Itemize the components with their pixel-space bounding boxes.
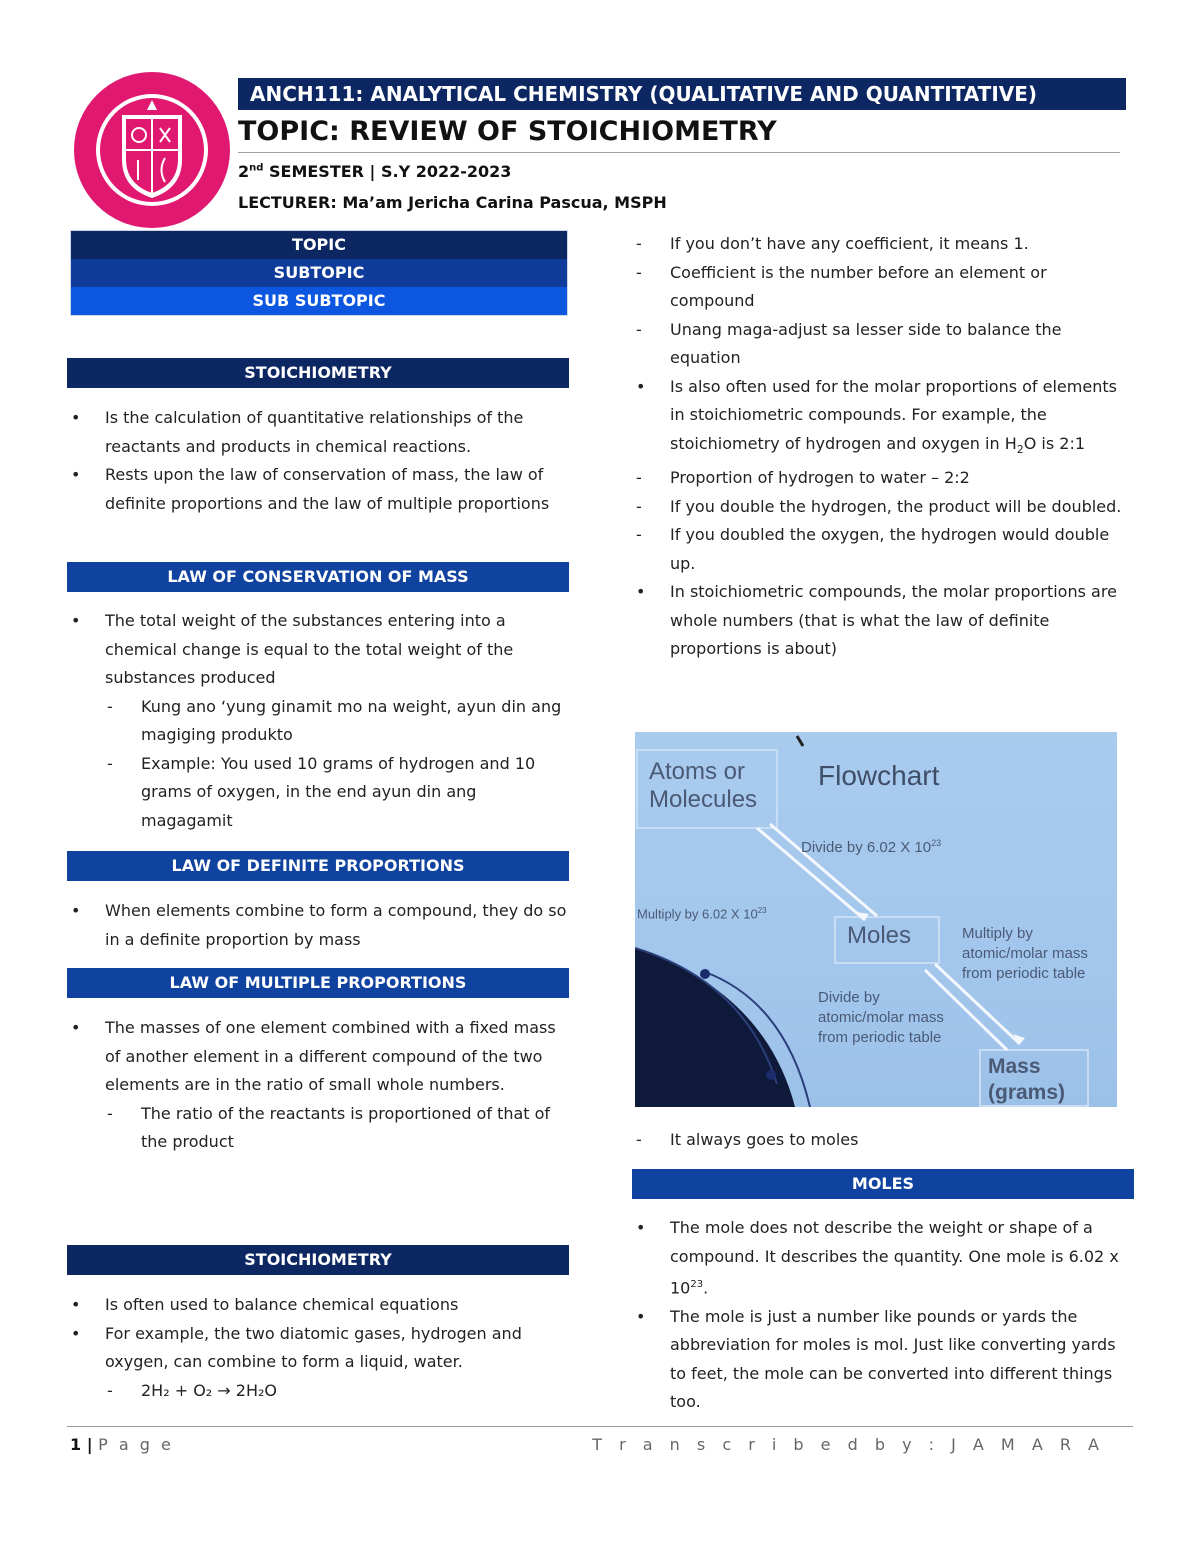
bullet-item: • Is often used to balance chemical equations xyxy=(67,1291,569,1320)
section-stoichiometry-body xyxy=(67,404,569,518)
flow-divide-molar xyxy=(818,988,944,1048)
bullet-item: • Is the calculation of quantitative relationships of the reactants and products in chemical reactions. xyxy=(67,404,569,461)
flow-atoms-label xyxy=(649,758,757,814)
flow-atoms-line-1: Atoms or xyxy=(649,758,746,785)
dash-item: - Example: You used 10 grams of hydrogen and 10 grams of oxygen, in the end ayun din ang magagamit xyxy=(67,750,569,836)
bullet-item: • When elements combine to form a compound, they do so in a definite proportion by mass xyxy=(67,897,569,954)
flow-divide-avogadro xyxy=(801,838,941,856)
page-sep: | xyxy=(81,1435,99,1454)
semester-ordinal: nd xyxy=(249,162,264,174)
flow-note xyxy=(632,1126,1134,1155)
heading-legend xyxy=(70,230,568,316)
section-stoichiometry-2-heading: STOICHIOMETRY xyxy=(67,1245,569,1275)
bullet-item: • The mole is just a number like pounds or yards the abbreviation for moles is mol. Just like converting yards to feet, the mole can be converted into different things too. xyxy=(632,1303,1134,1417)
bullet-item: • In stoichiometric compounds, the molar proportions are whole numbers (that is what the law of definite proportions is about) xyxy=(632,578,1134,664)
flow-title: Flowchart xyxy=(818,760,940,791)
semester-line xyxy=(238,162,511,181)
page-word: P a g e xyxy=(98,1435,174,1454)
dash-item: - Coefficient is the number before an element or compound xyxy=(596,259,1134,316)
bullet-text: The mole does not describe the weight or shape of a compound. It describes the quantity. One mole is 6.02 x 10 xyxy=(670,1218,1119,1298)
flowchart-image xyxy=(635,732,1117,1107)
right-column-text xyxy=(632,230,1134,664)
dash-item: - Proportion of hydrogen to water – 2:2 xyxy=(596,464,1134,493)
course-title: ANCH111: ANALYTICAL CHEMISTRY (QUALITATIVE AND QUANTITATIVE) xyxy=(250,82,1038,106)
semester-number: 2 xyxy=(238,162,250,181)
flow-line: Divide by xyxy=(818,989,880,1006)
section-multiple-body xyxy=(67,1014,569,1157)
bullet-text-end: O is 2:1 xyxy=(1023,433,1086,453)
flow-exponent: 23 xyxy=(931,838,942,848)
bullet-item: • For example, the two diatomic gases, hydrogen and oxygen, can combine to form a liquid, water. xyxy=(67,1320,569,1377)
section-moles-body xyxy=(632,1214,1134,1417)
bullet-item: • Rests upon the law of conservation of mass, the law of definite proportions and the law of multiple proportions xyxy=(67,461,569,518)
lecturer-line: LECTURER: Ma’am Jericha Carina Pascua, MSPH xyxy=(238,193,667,212)
bullet-item: • The masses of one element combined with a fixed mass of another element in a different compound of the two elements are in the ratio of small whole numbers. xyxy=(67,1014,569,1100)
flow-moles-label: Moles xyxy=(847,922,912,949)
bullet-item xyxy=(632,373,1134,465)
semester-year: SEMESTER | S.Y 2022-2023 xyxy=(263,162,512,181)
equation-item: - 2H₂ + O₂ → 2H₂O xyxy=(67,1377,569,1406)
flow-line: (grams) xyxy=(988,1081,1066,1104)
page-num: 1 xyxy=(70,1435,82,1454)
course-title-bar xyxy=(238,78,1126,110)
footer-divider xyxy=(67,1426,1133,1427)
bullet-item: • The total weight of the substances entering into a chemical change is equal to the total weight of the substances produced xyxy=(67,607,569,693)
flow-line: from periodic table xyxy=(818,1029,942,1046)
legend-subtopic: SUBTOPIC xyxy=(71,259,567,287)
section-conservation-heading: LAW OF CONSERVATION OF MASS xyxy=(67,562,569,592)
dash-item: - Kung ano ‘yung ginamit mo na weight, ayun din ang magiging produkto xyxy=(67,693,569,750)
section-definite-body xyxy=(67,897,569,954)
transcriber-credit: T r a n s c r i b e d b y : J A M A R A xyxy=(592,1435,1105,1454)
dash-item: - If you double the hydrogen, the product will be doubled. xyxy=(596,493,1134,522)
flow-multiply-molar xyxy=(962,924,1088,984)
dash-item: - It always goes to moles xyxy=(596,1126,1134,1155)
section-conservation-body xyxy=(67,607,569,835)
section-multiple-heading: LAW OF MULTIPLE PROPORTIONS xyxy=(67,968,569,998)
section-stoichiometry-heading: STOICHIOMETRY xyxy=(67,358,569,388)
topic-title: TOPIC: REVIEW OF STOICHIOMETRY xyxy=(238,116,777,147)
flow-multiply-avogadro xyxy=(637,906,767,921)
bullet-text: Is also often used for the molar proportions of elements in stoichiometric compounds. For example, the stoichiometry of hydrogen and oxygen in H xyxy=(670,376,1117,453)
page-number xyxy=(70,1435,174,1454)
section-moles-heading: MOLES xyxy=(632,1169,1134,1199)
dash-item: - If you doubled the oxygen, the hydrogen would double up. xyxy=(596,521,1134,578)
flow-line: from periodic table xyxy=(962,965,1086,982)
university-logo xyxy=(72,70,232,230)
dash-item: - Unang maga-adjust sa lesser side to balance the equation xyxy=(596,316,1134,373)
flow-line: Mass xyxy=(988,1055,1041,1078)
superscript: 23 xyxy=(690,1279,704,1290)
flow-divide-text: Divide by 6.02 X 10 xyxy=(801,839,932,856)
flow-mass-label xyxy=(988,1054,1065,1106)
flow-multiply-text: Multiply by 6.02 X 10 xyxy=(637,906,758,922)
legend-topic: TOPIC xyxy=(71,231,567,259)
flow-line: Multiply by xyxy=(962,925,1033,942)
flow-line: atomic/molar mass xyxy=(818,1009,944,1026)
bullet-text-end: . xyxy=(703,1278,709,1298)
flow-exponent: 23 xyxy=(757,906,767,915)
section-definite-heading: LAW OF DEFINITE PROPORTIONS xyxy=(67,851,569,881)
subscript: 2 xyxy=(1016,442,1024,456)
flow-atoms-line-2: Molecules xyxy=(649,786,758,813)
legend-sub-subtopic: SUB SUBTOPIC xyxy=(71,287,567,315)
title-divider xyxy=(238,152,1120,153)
section-stoichiometry-2-body xyxy=(67,1291,569,1405)
dash-item: - If you don’t have any coefficient, it means 1. xyxy=(596,230,1134,259)
bullet-item xyxy=(632,1214,1134,1303)
flow-line: atomic/molar mass xyxy=(962,945,1088,962)
dash-item: - The ratio of the reactants is proportioned of that of the product xyxy=(67,1100,569,1157)
